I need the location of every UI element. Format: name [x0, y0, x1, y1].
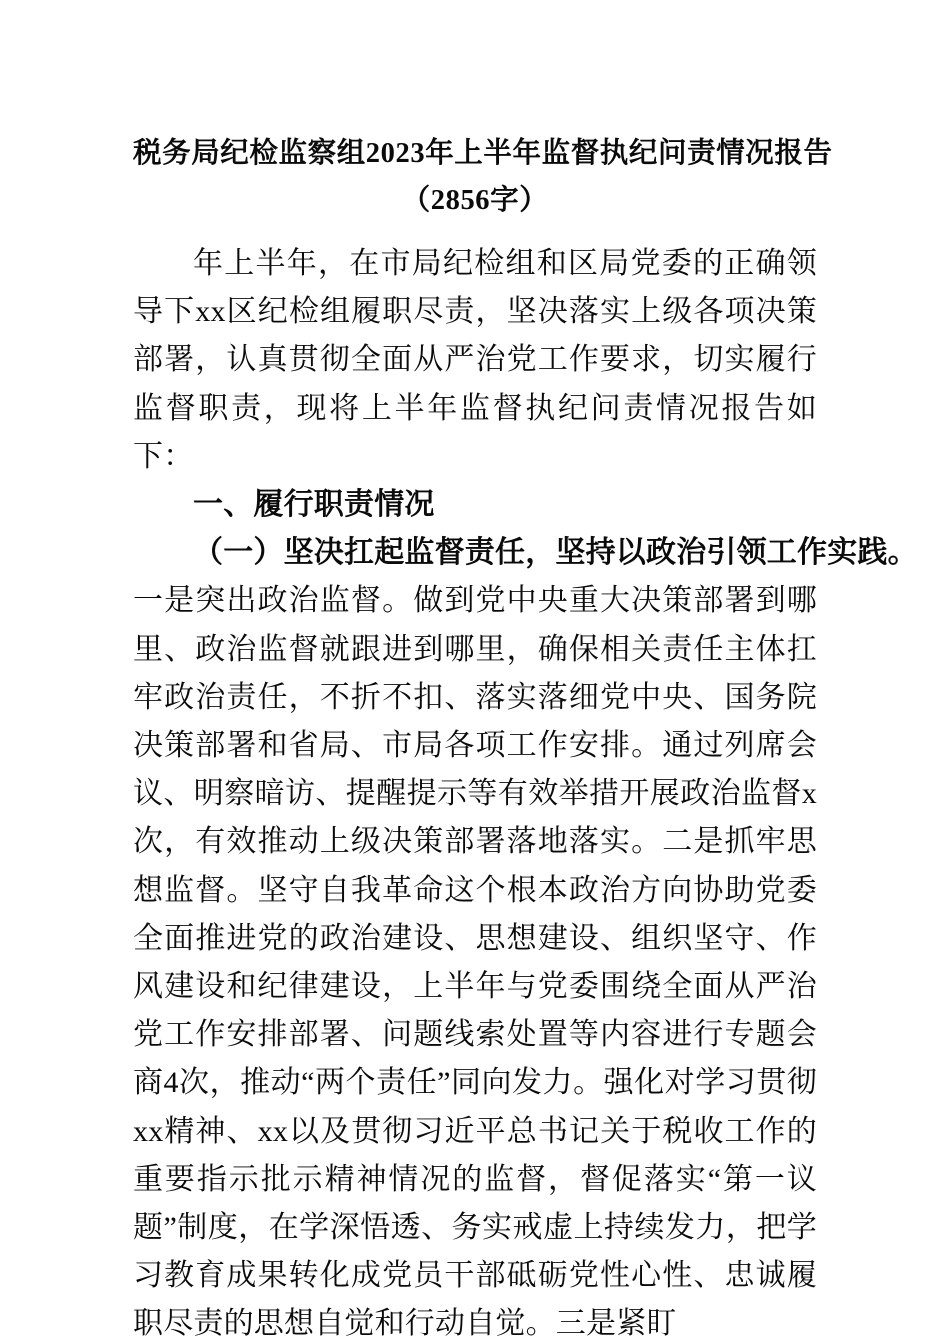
document-content	[133, 0, 918, 1344]
top-margin-spacer	[133, 0, 817, 130]
document-subtitle-word-count: （2856字）	[401, 185, 549, 216]
body-paragraph: 一是突出政治监督。做到党中央重大决策部署到哪里、政治监督就跟进到哪里，确保相关责任主体扛牢政治责任，不折不扣、落实落细党中央、国务院决策部署和省局、市局各项工作安排。通过列席会议、明察暗访、提醒提示等有效举措开展政治监督x次，有效推动上级决策部署落地落实。二是抓牢思想监督。坚守自我革命这个根本政治方向协助党委全面推进党的政治建设、思想建设、组织坚守、作风建设和纪律建设，上半年与党委围绕全面从严治党工作安排部署、问题线索处置等内容进行专题会商4次，推动“两个责任”同向发力。强化对学习贯彻xx精神、xx以及贯彻习近平总书记关于税收工作的重要指示批示精神情况的监督，督促落实“第一议题”制度，在学深悟透、务实戒虚上持续发力，把学习教育成果转化成党员干部砥砺党性心性、忠诚履职尽责的思想自觉和行动自觉。三是紧盯	[133, 584, 817, 1341]
subsection-heading-one-a: （一）坚决扛起监督责任，坚持以政治引领工作实践。	[193, 536, 918, 570]
section-heading-one: 一、履行职责情况	[193, 488, 435, 522]
document-title: 税务局纪检监察组2023年上半年监督执纪问责情况报告	[133, 138, 833, 169]
opening-paragraph: 年上半年，在市局纪检组和区局党委的正确领导下xx区纪检组履职尽责，坚决落实上级各项决策部署，认真贯彻全面从严治党工作要求，切实履行监督职责，现将上半年监督执纪问责情况报告如下：	[133, 247, 817, 473]
